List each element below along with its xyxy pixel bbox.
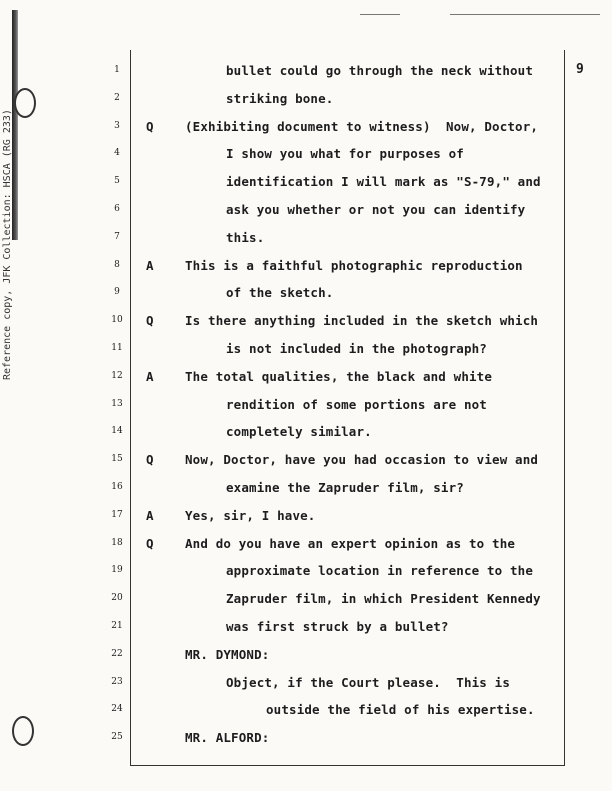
transcript-line: And do you have an expert opinion as to the [185,535,516,551]
line-number: 10 [111,315,123,326]
line-number: 9 [114,287,120,298]
line-number: 17 [111,509,123,520]
transcript-line: I show you what for purposes of [226,146,464,162]
line-number: 6 [114,204,120,214]
transcript-line: Is there anything included in the sketch which [185,313,539,329]
speaker-label: Q [146,535,154,551]
line-number: 12 [111,370,123,381]
transcript-line: Object, if the Court please. This is [226,674,510,690]
transcript-line: Zapruder film, in which President Kennedy [226,591,541,607]
line-number: 3 [114,120,120,131]
punch-hole-bottom [12,716,34,746]
line-number: 22 [111,648,123,659]
transcript-line: ask you whether or not you can identify [226,202,526,217]
line-number: 15 [111,454,123,465]
transcript-line: examine the Zapruder film, sir? [226,480,464,495]
line-number: 14 [111,426,123,437]
page-number: 9 [576,62,584,77]
line-number: 4 [114,148,120,159]
top-rule-right [450,14,600,15]
line-number: 13 [111,398,123,409]
top-rule-left [360,14,400,15]
line-number: 8 [114,259,120,270]
transcript-line: completely similar. [226,424,372,440]
line-number: 18 [111,537,123,548]
transcript-line: of the sketch. [226,285,334,301]
line-number: 25 [111,732,123,743]
line-number: 19 [111,565,123,576]
transcript-line: striking bone. [226,90,334,106]
transcript-line: (Exhibiting document to witness) Now, Doctor, [185,118,539,134]
line-number: 20 [111,593,123,604]
line-number: 24 [111,704,123,715]
transcript-line: is not included in the photograph? [226,341,487,356]
line-number: 16 [111,482,123,492]
transcript-line: MR. ALFORD: [185,730,270,746]
transcript-line: approximate location in reference to the [226,563,534,579]
speaker-label: Q [146,452,154,468]
margin-stamp: Reference copy, JFK Collection: HSCA (RG 233) [2,109,13,380]
transcript-line: Yes, sir, I have. [185,507,316,523]
speaker-label: A [146,257,154,273]
speaker-label: A [146,368,154,384]
punch-hole-top [14,88,36,118]
line-number: 23 [111,676,123,687]
line-number: 11 [111,343,123,353]
transcript-line: outside the field of his expertise. [266,702,535,718]
transcript-line: rendition of some portions are not [226,396,487,412]
transcript-line: was first struck by a bullet? [226,619,449,634]
line-number: 5 [114,176,120,187]
line-number: 1 [114,65,120,75]
transcript-line: The total qualities, the black and white [185,368,493,384]
transcript-line: Now, Doctor, have you had occasion to view and [185,452,539,468]
transcript-line: This is a faithful photographic reproduction [185,257,523,273]
line-number: 21 [111,621,123,631]
line-number: 2 [114,92,120,103]
transcript-line: identification I will mark as "S-79," and [226,174,541,190]
transcript-line: MR. DYMOND: [185,646,270,662]
transcript-line: this. [226,229,265,245]
speaker-label: Q [146,118,154,134]
speaker-label: Q [146,313,154,329]
speaker-label: A [146,507,154,523]
line-number: 7 [114,231,120,242]
transcript-line: bullet could go through the neck without [226,63,534,78]
